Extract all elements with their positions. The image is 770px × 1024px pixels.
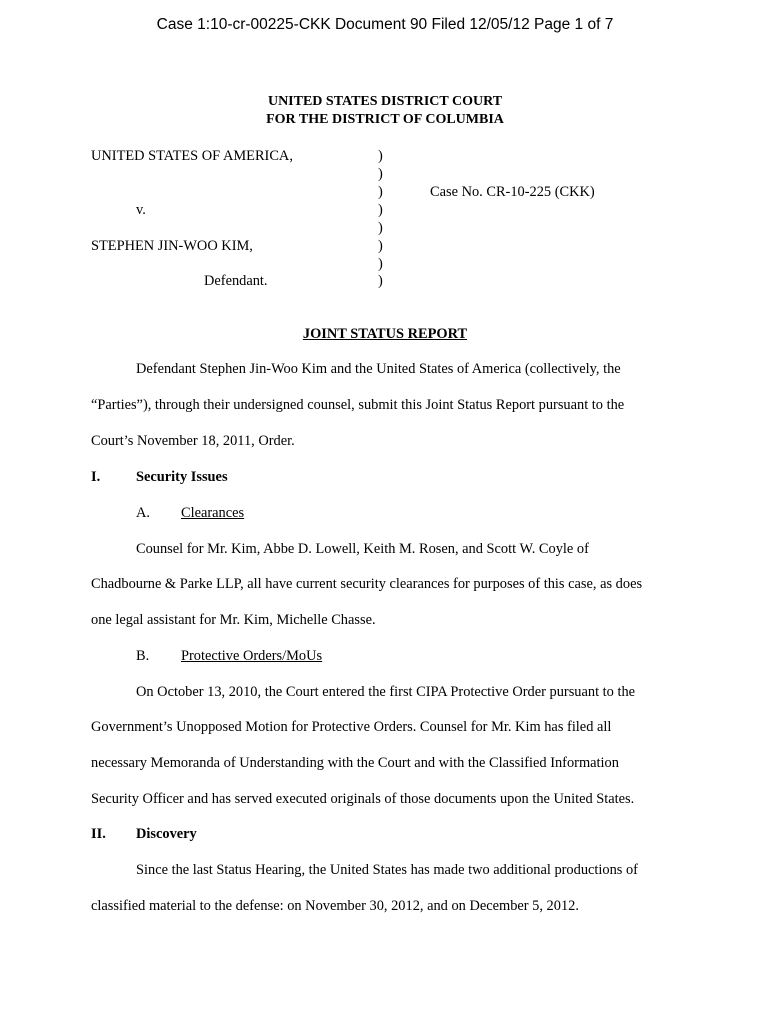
protective-orders-line: necessary Memoranda of Understanding with the Court and with the Classified Information	[91, 755, 619, 771]
subsection-b-heading: Protective Orders/MoUs	[181, 648, 323, 664]
discovery-line: classified material to the defense: on November 30, 2012, and on December 5, 2012.	[91, 898, 579, 914]
caption-paren: )	[378, 256, 383, 272]
protective-orders-line: Government’s Unopposed Motion for Protective Orders. Counsel for Mr. Kim has filed all	[91, 719, 612, 735]
caption-case-number: Case No. CR-10-225 (CKK)	[430, 184, 595, 200]
filing-stamp: Case 1:10-cr-00225-CKK Document 90 Filed 12/05/12 Page 1 of 7	[156, 16, 614, 33]
court-name-line1: UNITED STATES DISTRICT COURT	[267, 94, 503, 109]
protective-orders-line: Security Officer and has served executed originals of those documents upon the United States.	[91, 791, 635, 807]
subsection-a-heading: Clearances	[181, 505, 245, 521]
section-1-number: I.	[91, 469, 101, 485]
caption-paren: )	[378, 273, 383, 289]
section-2-number: II.	[91, 826, 106, 842]
caption-paren: )	[378, 166, 383, 182]
clearances-line: Counsel for Mr. Kim, Abbe D. Lowell, Keith M. Rosen, and Scott W. Coyle of	[136, 541, 589, 557]
discovery-line: Since the last Status Hearing, the United States has made two additional productions of	[136, 862, 638, 878]
caption-defendant-name: STEPHEN JIN-WOO KIM,	[91, 238, 253, 254]
caption-paren: )	[378, 202, 383, 218]
court-name-line2: FOR THE DISTRICT OF COLUMBIA	[266, 112, 504, 127]
intro-line: Defendant Stephen Jin-Woo Kim and the United States of America (collectively, the	[136, 361, 621, 377]
subsection-a-letter: A.	[136, 505, 150, 521]
caption-paren: )	[378, 148, 383, 164]
section-1-heading: Security Issues	[136, 469, 228, 485]
caption-plaintiff: UNITED STATES OF AMERICA,	[91, 148, 293, 164]
document-title: JOINT STATUS REPORT	[302, 326, 468, 342]
section-2-heading: Discovery	[136, 826, 197, 842]
caption-paren: )	[378, 238, 383, 254]
caption-defendant-role: Defendant.	[204, 273, 268, 289]
subsection-b-letter: B.	[136, 648, 150, 664]
intro-line: “Parties”), through their undersigned counsel, submit this Joint Status Report pursuant to the	[91, 397, 625, 413]
clearances-line: Chadbourne & Parke LLP, all have current security clearances for purposes of this case, as does	[91, 576, 643, 592]
protective-orders-line: On October 13, 2010, the Court entered the first CIPA Protective Order pursuant to the	[136, 684, 636, 700]
caption-versus: v.	[136, 202, 146, 218]
clearances-line: one legal assistant for Mr. Kim, Michelle Chasse.	[91, 612, 376, 628]
caption-paren: )	[378, 184, 383, 200]
intro-line: Court’s November 18, 2011, Order.	[91, 433, 295, 449]
caption-paren: )	[378, 220, 383, 236]
